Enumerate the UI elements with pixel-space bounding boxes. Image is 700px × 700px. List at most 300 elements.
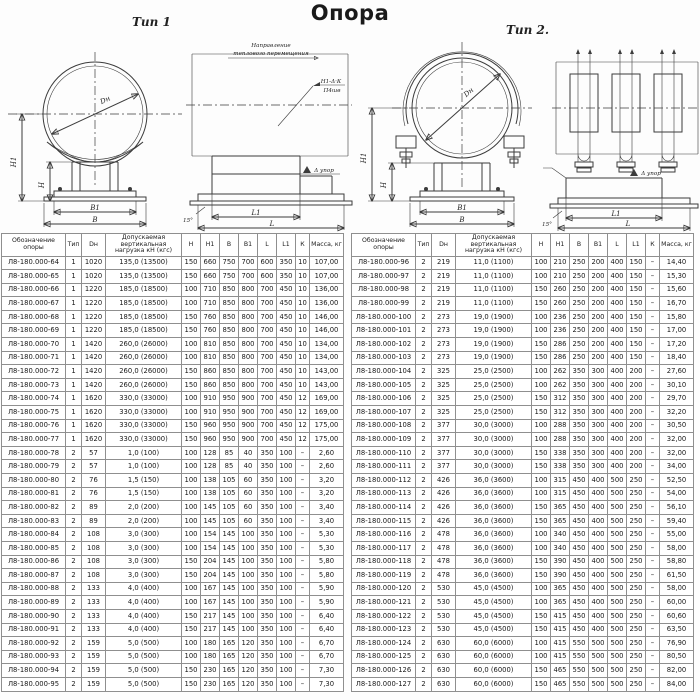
table-cell: 250 xyxy=(627,623,646,637)
table-cell: 400 xyxy=(608,446,627,460)
table-cell: 30,50 xyxy=(660,419,694,433)
table-cell: 450 xyxy=(277,419,296,433)
table-cell: 1220 xyxy=(82,297,106,311)
table-cell: 377 xyxy=(432,460,456,474)
table-cell: 159 xyxy=(82,637,106,651)
table-cell: 150 xyxy=(182,433,201,447)
table-cell: 45,0 (4500) xyxy=(456,582,532,596)
table-cell: 760 xyxy=(201,324,220,338)
table-cell: 478 xyxy=(432,569,456,583)
table-cell: 100 xyxy=(532,419,551,433)
table-cell: 300 xyxy=(589,392,608,406)
table-cell: 100 xyxy=(182,392,201,406)
table-cell: 100 xyxy=(277,677,296,691)
table-cell: 150 xyxy=(627,283,646,297)
table-cell: 2 xyxy=(416,392,432,406)
table-row xyxy=(2,582,344,596)
table-cell: 145 xyxy=(201,501,220,515)
table-cell: 2 xyxy=(416,664,432,678)
table-cell: 400 xyxy=(589,582,608,596)
table-cell: 29,70 xyxy=(660,392,694,406)
table-cell: 100 xyxy=(182,541,201,555)
table-cell: 2 xyxy=(66,555,82,569)
table-cell: 19,0 (1900) xyxy=(456,338,532,352)
table-cell: 400 xyxy=(608,406,627,420)
table-cell: 100 xyxy=(532,582,551,596)
table-cell: – xyxy=(296,650,310,664)
column-header: L1 xyxy=(277,234,296,257)
table-cell: 300 xyxy=(589,365,608,379)
table-row xyxy=(2,623,344,637)
table-row xyxy=(352,419,694,433)
table-cell: 250 xyxy=(570,270,589,284)
table-row xyxy=(2,474,344,488)
table-row xyxy=(352,555,694,569)
table-cell: 107,00 xyxy=(310,270,344,284)
table-cell: 159 xyxy=(82,677,106,691)
table-cell: 350 xyxy=(258,609,277,623)
u-bolt-clamp xyxy=(612,49,640,172)
table-cell: 300 xyxy=(589,433,608,447)
table-cell: 450 xyxy=(570,623,589,637)
table-cell: 450 xyxy=(277,338,296,352)
table-cell: – xyxy=(646,324,660,338)
table-cell: 100 xyxy=(277,664,296,678)
table-cell: 350 xyxy=(258,569,277,583)
table-cell: 300 xyxy=(589,446,608,460)
table-cell: 250 xyxy=(627,596,646,610)
table-cell: 200 xyxy=(627,406,646,420)
table-cell: 100 xyxy=(239,582,258,596)
table-cell: 36,0 (3600) xyxy=(456,514,532,528)
table-cell: 150 xyxy=(182,677,201,691)
table-cell: 185,0 (18500) xyxy=(106,297,182,311)
table-cell: – xyxy=(646,378,660,392)
table-cell: 100 xyxy=(182,351,201,365)
table-cell: 500 xyxy=(608,541,627,555)
table-cell: 200 xyxy=(627,378,646,392)
column-header: Dн xyxy=(82,234,106,257)
table-cell: 400 xyxy=(608,297,627,311)
table-cell: 120 xyxy=(239,664,258,678)
table-cell: 165 xyxy=(220,677,239,691)
direction-note-line1: Направление xyxy=(251,43,291,49)
dim-dn-label: Dн xyxy=(98,94,112,106)
table-cell: 800 xyxy=(239,351,258,365)
table-cell: 377 xyxy=(432,419,456,433)
table-cell: 1 xyxy=(66,351,82,365)
table-cell: 5,80 xyxy=(310,555,344,569)
table-cell: 60,0 (6000) xyxy=(456,664,532,678)
column-header: Допускаемая вертикальная нагрузка кН (кгс) xyxy=(106,234,182,257)
table-cell: 800 xyxy=(239,378,258,392)
table-cell: 12 xyxy=(296,433,310,447)
table-cell: 120 xyxy=(239,650,258,664)
table-cell: 2 xyxy=(416,677,432,691)
table-cell: 100 xyxy=(277,609,296,623)
table-cell: 58,00 xyxy=(660,582,694,596)
table-cell: 58,00 xyxy=(660,541,694,555)
column-header: L xyxy=(258,234,277,257)
table-cell: 230 xyxy=(201,677,220,691)
table-row xyxy=(2,365,344,379)
table-cell: 150 xyxy=(182,378,201,392)
table-cell: 175,00 xyxy=(310,433,344,447)
table-cell: 350 xyxy=(258,487,277,501)
table-cell: 169,00 xyxy=(310,392,344,406)
table-cell: 850 xyxy=(220,324,239,338)
table-cell: 450 xyxy=(277,351,296,365)
table-cell: 100 xyxy=(532,596,551,610)
table-cell: 2 xyxy=(66,501,82,515)
table-cell: Л8-180.000-118 xyxy=(352,555,416,569)
table-cell: 58,80 xyxy=(660,555,694,569)
table-cell: 150 xyxy=(532,446,551,460)
table-cell: Л8-180.000-85 xyxy=(2,541,66,555)
table-row xyxy=(2,569,344,583)
table-cell: 100 xyxy=(277,528,296,542)
table-cell: 400 xyxy=(589,528,608,542)
table-cell: 36,0 (3600) xyxy=(456,487,532,501)
table-cell: Л8-180.000-116 xyxy=(352,528,416,542)
table-cell: 700 xyxy=(258,406,277,420)
table-cell: 14,40 xyxy=(660,256,694,270)
table-cell: Л8-180.000-89 xyxy=(2,596,66,610)
table-row xyxy=(2,677,344,691)
table-cell: 3,0 (300) xyxy=(106,541,182,555)
table-cell: 1 xyxy=(66,419,82,433)
table-cell: 150 xyxy=(532,555,551,569)
table-cell: 250 xyxy=(570,297,589,311)
table-cell: 250 xyxy=(627,582,646,596)
table-cell: 400 xyxy=(589,596,608,610)
table-cell: – xyxy=(646,623,660,637)
table-cell: 3,0 (300) xyxy=(106,555,182,569)
table-cell: Л8-180.000-98 xyxy=(352,283,416,297)
table-row xyxy=(2,460,344,474)
table-cell: 286 xyxy=(551,351,570,365)
table-cell: 143,00 xyxy=(310,365,344,379)
table-row xyxy=(2,609,344,623)
type1-label: Тип 1 xyxy=(132,15,171,29)
table-cell: 1 xyxy=(66,283,82,297)
column-header: Тип xyxy=(416,234,432,257)
table-cell: – xyxy=(646,677,660,691)
table-cell: 350 xyxy=(258,460,277,474)
table-cell: 3,0 (300) xyxy=(106,569,182,583)
table-cell: Л8-180.000-104 xyxy=(352,365,416,379)
table-cell: 400 xyxy=(608,270,627,284)
table-cell: 426 xyxy=(432,487,456,501)
table-cell: 52,50 xyxy=(660,474,694,488)
table-cell: 850 xyxy=(220,310,239,324)
table-cell: 700 xyxy=(258,433,277,447)
table-cell: 60,60 xyxy=(660,609,694,623)
column-header: Dн xyxy=(432,234,456,257)
table-cell: 100 xyxy=(239,569,258,583)
table-cell: 200 xyxy=(589,270,608,284)
table-cell: 60 xyxy=(239,474,258,488)
table-row xyxy=(2,406,344,420)
table-row xyxy=(352,664,694,678)
table-cell: 250 xyxy=(627,528,646,542)
table-cell: 1 xyxy=(66,297,82,311)
table-cell: 200 xyxy=(627,460,646,474)
table-cell: 200 xyxy=(627,392,646,406)
table-cell: 700 xyxy=(258,297,277,311)
table-cell: 900 xyxy=(239,433,258,447)
table-cell: 150 xyxy=(532,338,551,352)
table-cell: 204 xyxy=(201,569,220,583)
table-cell: 100 xyxy=(277,637,296,651)
table-cell: 400 xyxy=(589,609,608,623)
table-cell: 700 xyxy=(258,310,277,324)
table-cell: Л8-180.000-72 xyxy=(2,365,66,379)
table-cell: 400 xyxy=(589,555,608,569)
table-cell: 19,0 (1900) xyxy=(456,324,532,338)
table-cell: 2 xyxy=(66,637,82,651)
table-cell: 145 xyxy=(220,596,239,610)
table-cell: 100 xyxy=(182,446,201,460)
table-cell: 500 xyxy=(589,677,608,691)
table-cell: 100 xyxy=(532,378,551,392)
table-cell: 1620 xyxy=(82,433,106,447)
table-cell: – xyxy=(296,569,310,583)
table-cell: 450 xyxy=(277,433,296,447)
table-cell: 400 xyxy=(608,419,627,433)
table-cell: 150 xyxy=(532,297,551,311)
table-cell: 350 xyxy=(258,596,277,610)
table-cell: 1220 xyxy=(82,283,106,297)
table-cell: 12 xyxy=(296,419,310,433)
table-cell: 2 xyxy=(416,365,432,379)
table-cell: Л8-180.000-82 xyxy=(2,501,66,515)
table-cell: 850 xyxy=(220,338,239,352)
table-cell: 150 xyxy=(182,365,201,379)
table-cell: 950 xyxy=(220,406,239,420)
table-cell: 60,0 (6000) xyxy=(456,637,532,651)
table-cell: 100 xyxy=(277,555,296,569)
table-cell: 2 xyxy=(416,270,432,284)
table-cell: 100 xyxy=(277,541,296,555)
table-cell: 100 xyxy=(182,596,201,610)
table-cell: 150 xyxy=(627,270,646,284)
table-cell: 700 xyxy=(258,324,277,338)
table-cell: 45,0 (4500) xyxy=(456,623,532,637)
table-cell: – xyxy=(296,514,310,528)
table-cell: 2 xyxy=(416,474,432,488)
table-row xyxy=(352,338,694,352)
table-cell: 34,00 xyxy=(660,460,694,474)
table-cell: 325 xyxy=(432,378,456,392)
table-cell: 700 xyxy=(258,419,277,433)
table-cell: 530 xyxy=(432,582,456,596)
table-cell: 400 xyxy=(608,310,627,324)
table-cell: 500 xyxy=(608,623,627,637)
table-cell: 250 xyxy=(627,555,646,569)
table-cell: Л8-180.000-70 xyxy=(2,338,66,352)
table-cell: 288 xyxy=(551,433,570,447)
table-cell: 100 xyxy=(239,596,258,610)
table-cell: 350 xyxy=(258,555,277,569)
table-cell: 2,0 (200) xyxy=(106,501,182,515)
table-cell: Л8-180.000-115 xyxy=(352,514,416,528)
table-cell: 400 xyxy=(589,541,608,555)
table-cell: 365 xyxy=(551,596,570,610)
table-cell: 426 xyxy=(432,474,456,488)
table-cell: 10 xyxy=(296,283,310,297)
table-cell: 325 xyxy=(432,365,456,379)
table-cell: 500 xyxy=(608,650,627,664)
table-cell: Л8-180.000-119 xyxy=(352,569,416,583)
table-cell: 960 xyxy=(201,419,220,433)
table-cell: 210 xyxy=(551,270,570,284)
table-cell: 25,0 (2500) xyxy=(456,406,532,420)
table-cell: 17,20 xyxy=(660,338,694,352)
table-cell: 7,30 xyxy=(310,677,344,691)
table-cell: 350 xyxy=(258,650,277,664)
table-row xyxy=(352,677,694,691)
table-cell: 12 xyxy=(296,406,310,420)
table-cell: – xyxy=(646,664,660,678)
table-cell: 2 xyxy=(66,569,82,583)
table-cell: 365 xyxy=(551,501,570,515)
table-cell: 154 xyxy=(201,528,220,542)
table-cell: 200 xyxy=(627,365,646,379)
table-cell: – xyxy=(646,555,660,569)
table-cell: 30,10 xyxy=(660,378,694,392)
table-row xyxy=(352,297,694,311)
table-cell: 2,60 xyxy=(310,460,344,474)
table-cell: 10 xyxy=(296,378,310,392)
support-table-left xyxy=(1,233,344,692)
table-cell: 910 xyxy=(201,406,220,420)
table-row xyxy=(352,365,694,379)
table-cell: – xyxy=(646,582,660,596)
table-cell: 185,0 (18500) xyxy=(106,324,182,338)
table-cell: 89 xyxy=(82,514,106,528)
table-cell: 400 xyxy=(589,569,608,583)
table-cell: 350 xyxy=(258,582,277,596)
table-cell: 250 xyxy=(570,324,589,338)
table-cell: 108 xyxy=(82,569,106,583)
table-row xyxy=(2,378,344,392)
table-cell: 200 xyxy=(589,310,608,324)
table-cell: 1,5 (150) xyxy=(106,487,182,501)
table-cell: 105 xyxy=(220,501,239,515)
table-cell: 273 xyxy=(432,338,456,352)
table-cell: 400 xyxy=(608,351,627,365)
table-cell: 5,0 (500) xyxy=(106,677,182,691)
table-cell: 325 xyxy=(432,406,456,420)
table-row xyxy=(352,474,694,488)
table-cell: 450 xyxy=(277,324,296,338)
table-cell: 500 xyxy=(608,637,627,651)
table-cell: 2 xyxy=(66,474,82,488)
table-cell: 165 xyxy=(220,664,239,678)
stop-label-type2: Δ упор xyxy=(641,171,661,177)
table-cell: 465 xyxy=(551,664,570,678)
table-cell: 36,0 (3600) xyxy=(456,528,532,542)
table-cell: 150 xyxy=(532,514,551,528)
table-cell: 500 xyxy=(608,501,627,515)
table-cell: 146,00 xyxy=(310,324,344,338)
table-cell: 150 xyxy=(627,351,646,365)
table-cell: 500 xyxy=(608,555,627,569)
table-cell: 180 xyxy=(201,637,220,651)
column-header: Обозначение опоры xyxy=(2,234,66,257)
table-cell: 800 xyxy=(239,283,258,297)
table-row xyxy=(2,637,344,651)
angle-label-type2: 15° xyxy=(542,222,552,228)
table-cell: 236 xyxy=(551,310,570,324)
table-cell: 2 xyxy=(416,351,432,365)
table-cell: 250 xyxy=(627,501,646,515)
table-cell: 2 xyxy=(416,338,432,352)
table-cell: Л8-180.000-86 xyxy=(2,555,66,569)
table-cell: 10 xyxy=(296,297,310,311)
table-cell: 850 xyxy=(220,351,239,365)
column-header: В1 xyxy=(239,234,258,257)
table-cell: 500 xyxy=(608,677,627,691)
table-header-row xyxy=(352,234,694,257)
table-cell: 400 xyxy=(608,460,627,474)
table-cell: 100 xyxy=(239,541,258,555)
table-row xyxy=(352,324,694,338)
table-cell: 250 xyxy=(570,351,589,365)
table-cell: 11,0 (1100) xyxy=(456,256,532,270)
table-cell: – xyxy=(646,637,660,651)
table-cell: 200 xyxy=(589,297,608,311)
table-cell: 600 xyxy=(258,270,277,284)
column-header: Тип xyxy=(66,234,82,257)
table-cell: 150 xyxy=(182,569,201,583)
table-cell: 315 xyxy=(551,474,570,488)
table-cell: Л8-180.000-108 xyxy=(352,419,416,433)
table-cell: 500 xyxy=(608,664,627,678)
table-cell: 330,0 (33000) xyxy=(106,392,182,406)
table-cell: Л8-180.000-110 xyxy=(352,446,416,460)
table-row xyxy=(352,270,694,284)
table-cell: 1,0 (100) xyxy=(106,446,182,460)
table-cell: 145 xyxy=(220,623,239,637)
table-cell: 900 xyxy=(239,392,258,406)
table-cell: 150 xyxy=(182,623,201,637)
table-cell: 350 xyxy=(258,664,277,678)
table-cell: 3,20 xyxy=(310,474,344,488)
table-cell: – xyxy=(646,487,660,501)
table-row xyxy=(352,446,694,460)
table-cell: 138 xyxy=(201,487,220,501)
table-cell: 5,30 xyxy=(310,528,344,542)
table-cell: 2 xyxy=(416,582,432,596)
table-cell: – xyxy=(646,528,660,542)
table-cell: 4,0 (400) xyxy=(106,596,182,610)
table-cell: 204 xyxy=(201,555,220,569)
table-cell: 250 xyxy=(570,283,589,297)
table-cell: Л8-180.000-103 xyxy=(352,351,416,365)
table-cell: Л8-180.000-83 xyxy=(2,514,66,528)
table-cell: Л8-180.000-97 xyxy=(352,270,416,284)
column-header: К xyxy=(296,234,310,257)
table-cell: 400 xyxy=(608,283,627,297)
type2-label: Тип 2. xyxy=(506,23,550,37)
table-cell: 900 xyxy=(239,406,258,420)
table-cell: 100 xyxy=(532,487,551,501)
table-cell: 450 xyxy=(570,487,589,501)
table-cell: 40 xyxy=(239,446,258,460)
table-cell: 2 xyxy=(66,446,82,460)
